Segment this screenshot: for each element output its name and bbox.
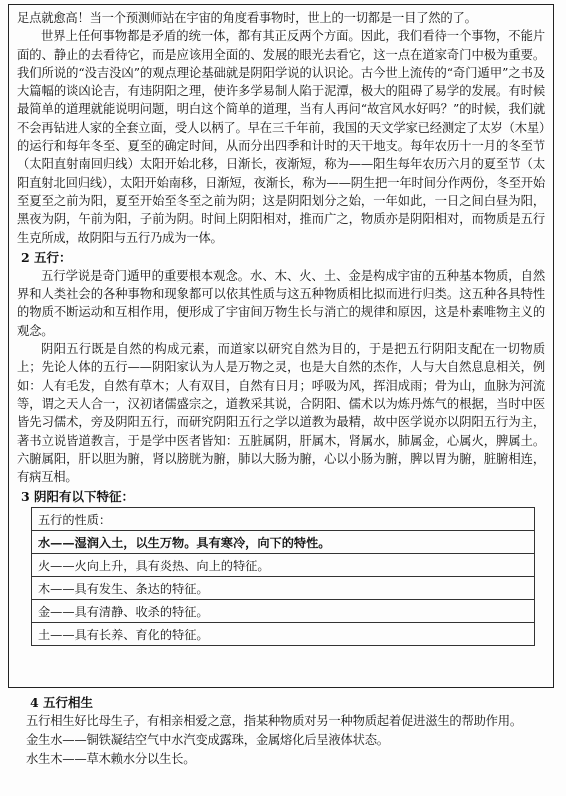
paragraph-water-wood: 水生木——草木赖水分以生长。 bbox=[26, 752, 196, 766]
table-cell-fire: 火——火向上升，具有炎热、向上的特征。 bbox=[32, 554, 535, 577]
table-row bbox=[32, 554, 535, 577]
paragraph-yin-yang: 世界上任何事物都是矛盾的统一体，都有其正反两个方面。因此，我们看待一个事物，不能片面的、静止的去看待它，而是应该用全面的、发展的眼光去看它，这一点在道家奇门中极为重要。我们所说的“没吉没凶”的观点理论基础就是阴阳学说的认识论。古今世上流传的“奇门遁甲”之书及大篇幅的谈凶论吉，有违阴阳之理，使许多学易制人陷于泥潭，极大的阻碍了易学的发展。有时候最简单的道理就能说明问题，明白这个简单的道理，当有人再问“故宫风水好吗？”的时候，我们就不会再钻进人家的全套立面，受人以柄了。早在三千年前，我国的天文学家已经测定了太岁（木星）的运行和每年冬至、夏至的确定时间，从而分出四季和计时的天干地支。每年农历十一月的冬至节（太阳直射南回归线）太阳开始北移，日渐长，夜渐短，称为——阳生每年农历六月的夏至节（太阳直射北回归线），太阳开始南移，日渐短，夜渐长，称为——阴生把一年时间分作两份，冬至开始至夏至之前为阳，夏至开始至冬至之前为阴；这是阴阳划分之始，一年如此，一日之间白昼为阳，黑夜为阴，午前为阳，子前为阴。时间上阴阳相对，推而广之，物质亦是阴阳相对，而物质是五行生克所成，故阴阳与五行乃成为一体。 bbox=[17, 29, 545, 245]
table-header-row bbox=[32, 508, 535, 531]
paragraph-metal-water: 金生水——铜铁凝结空气中水汽变成露珠，金属熔化后呈液体状态。 bbox=[26, 733, 389, 747]
section-wuxing-sheng bbox=[8, 692, 554, 769]
table-row bbox=[32, 577, 535, 600]
table-header-cell: 五行的性质： bbox=[32, 508, 535, 531]
table-row bbox=[32, 623, 535, 646]
table-row bbox=[32, 531, 535, 554]
table-cell-earth: 土——具有长养、育化的特征。 bbox=[32, 623, 535, 646]
table-cell-wood: 木——具有发生、条达的特征。 bbox=[32, 577, 535, 600]
paragraph-yinyang-wuxing: 阴阳五行既是自然的构成元素，而道家以研究自然为目的，于是把五行阴阳支配在一切物质上；先论人体的五行——阴阳家认为人是万物之灵，也是大自然的杰作，人与大自然息息相关，例如：人有毛发，自然有草木；人有双目，自然有日月；呼吸为风，挥泪成雨；骨为山，血脉为河流等，谓之天人合一，汉初诸儒盛宗之，道教采其说，合阴阳、儒术以为炼丹炼气的根据，当时中医皆先习儒术，旁及阴阳五行，而研究阴阳五行之学以道教为最精，故中医学说亦以阴阳五行为主，著书立说皆道教言，于是学中医者皆知：五脏属阴，肝属木，肾属水，肺属金，心属火，脾属土。六腑属阳，肝以胆为腑，肾以膀胱为腑，肺以大肠为腑，心以小肠为腑，脾以胃为腑，脏腑相连，有病互相。 bbox=[17, 342, 545, 485]
paragraph-intro-end: 足点就愈高！当一个预测师站在宇宙的角度看事物时，世上的一切都是一目了然的了。 bbox=[17, 11, 477, 25]
wuxing-table bbox=[31, 507, 535, 646]
paragraph-wuxing: 五行学说是奇门遁甲的重要根本观念。水、木、火、土、金是构成宇宙的五种基本物质，自然界和人类社会的各种事物和现象都可以依其性质与这五种物质相比拟而进行归类。这五种各具特性的物质不断运动和互相作用，便形成了宇宙间万物生长与消亡的规律和原因，这是朴素唯物主义的观念。 bbox=[17, 268, 545, 338]
table-row bbox=[32, 600, 535, 623]
section-heading-wuxing: 2 五行： bbox=[21, 249, 72, 265]
table-cell-water: 水——湿润入土，以生万物。具有寒冷，向下的特性。 bbox=[32, 531, 535, 554]
paragraph-sheng-intro: 五行相生好比母生子，有相亲相爱之意，指某种物质对另一种物质起着促进滋生的帮助作用。 bbox=[26, 714, 522, 728]
section-heading-sheng: 4 五行相生 bbox=[30, 695, 94, 710]
section-heading-features: 3 阴阳有以下特征： bbox=[21, 489, 135, 505]
table-cell-metal: 金——具有清静、收杀的特征。 bbox=[32, 600, 535, 623]
text-frame bbox=[8, 4, 554, 688]
